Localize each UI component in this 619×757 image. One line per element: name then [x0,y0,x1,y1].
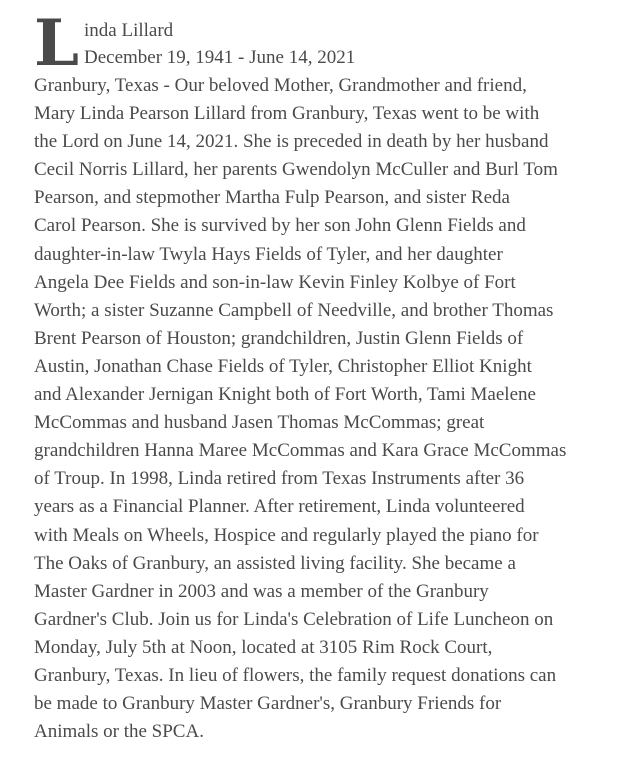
header-lines [84,18,355,71]
life-dates: December 19, 1941 - June 14, 2021 [84,46,356,68]
obituary-article [34,6,594,746]
deceased-name: inda Lillard [84,20,174,41]
obituary-body: Granbury, Texas - Our beloved Mother, Grandmother and friend, Mary Linda Pearson Lillard from Granbury, Texas went to be with the Lord on June 14, 2021. She is preceded in death by her husband Cecil Norris Lillard, her parents Gwendolyn McCuller and Burl Tom Pearson, and stepmother Martha Fulp Pearson, and sister Reda Carol Pearson. She is survived by her son John Glenn Fields and daughter-in-law Twyla Hays Fields of Tyler, and her daughter Angela Dee Fields and son-in-law Kevin Finley Kolbye of Fort Worth; a sister Suzanne Campbell of Needville, and brother Thomas Brent Pearson of Houston; grandchildren, Justin Glenn Fields of Austin, Jonathan Chase Fields of Tyler, Christopher Elliot Knight and Alexander Jernigan Knight both of Fort Worth, Tami Maelene McCommas and husband Jasen Thomas McCommas; great grandchildren Hanna Maree McCommas and Kara Grace McCommas of Troup. In 1998, Linda retired from Texas Instruments after 36 years as a Financial Planner. After retirement, Linda volunteered with Meals on Wheels, Hospice and regularly played the piano for The Oaks of Granbury, an assisted living facility. She became a Master Gardner in 2003 and was a member of the Granbury Gardner's Club. Join us for Linda's Celebration of Life Luncheon on Monday, July 5th at Noon, located at 3105 Rim Rock Court, Granbury, Texas. In lieu of flowers, the family request donations can be made to Granbury Master Gardner's, Granbury Friends for Animals or the SPCA. [34,75,567,743]
drop-cap-initial: L [34,6,79,81]
obituary-header [34,6,594,81]
